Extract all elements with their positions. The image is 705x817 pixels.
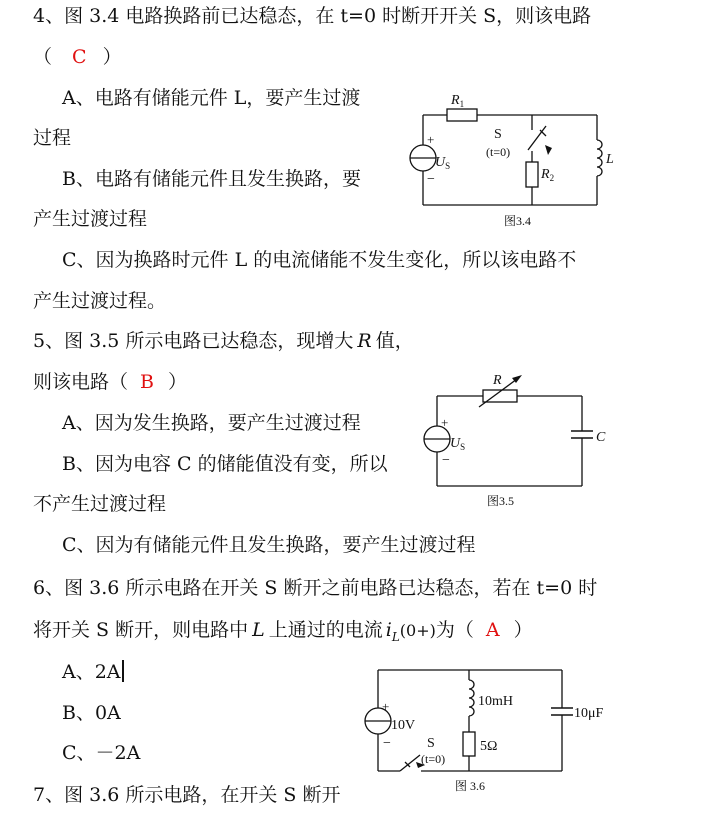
inductor-10mh-label: 10mH <box>478 694 513 709</box>
q6-option-b: B、0A <box>62 702 121 724</box>
us-minus-35: − <box>442 453 450 468</box>
q4-answer: C <box>72 46 87 68</box>
inductor-10mh <box>469 680 474 716</box>
q6-stem: 6、图 3.6 所示电路在开关 S 断开之前电路已达稳态，若在 t=0 时 <box>33 577 598 599</box>
q5-option-b-line2: 不产生过渡过程 <box>33 493 167 515</box>
q5-stem-pre: 5、图 3.5 所示电路已达稳态，现增大 <box>33 330 354 352</box>
inductor-label: L <box>606 152 614 167</box>
us-minus: − <box>427 172 435 187</box>
q4-stem: 4、图 3.4 电路换路前已达稳态，在 t=0 时断开开关 S，则该电路 <box>33 5 592 27</box>
q6-paren-close: ） <box>513 619 533 641</box>
r-label: R <box>493 373 502 388</box>
q5-option-b-line1: B、因为电容 C 的储能值没有变，所以 <box>62 453 388 475</box>
q6-current-i: i <box>385 619 392 641</box>
q6-option-a-text: A、2A <box>62 661 121 683</box>
q6-line2-pre: 将开关 S 断开，则电路中 <box>33 619 249 641</box>
resistor-5ohm-label: 5Ω <box>480 739 498 754</box>
fig36-caption: 图 3.6 <box>455 779 486 793</box>
fig34-caption: 图3.4 <box>504 214 532 228</box>
us-label-35: $U_S$ <box>450 436 466 452</box>
q5-stem-post: 值， <box>375 330 414 352</box>
switch-time-label-36: (t=0) <box>421 752 446 766</box>
q4-option-c-line1: C、因为换路时元件 L 的电流储能不发生变化，所以该电路不 <box>62 249 577 271</box>
q4-paren-close: ） <box>102 46 122 68</box>
q4-option-b-line1: B、电路有储能元件且发生换路，要 <box>62 168 361 190</box>
us-label: $U_S$ <box>435 155 451 171</box>
q4-option-c-line2: 产生过渡过程。 <box>33 290 167 312</box>
q5-line2: 则该电路（ <box>33 371 129 393</box>
q6-current-arg: (0+) <box>399 621 436 640</box>
q4-paren-open: （ <box>33 46 53 68</box>
10v-minus: − <box>383 736 391 751</box>
q6-line2-mid: 上通过的电流 <box>268 619 383 641</box>
q4-option-b-line2: 产生过渡过程 <box>33 208 148 230</box>
q6-option-c: C、－2A <box>62 742 141 764</box>
fig35-caption: 图3.5 <box>487 494 515 508</box>
switch-s-label: S <box>427 736 435 751</box>
q5-answer: B <box>140 371 154 393</box>
r2-label: $R_2$ <box>541 167 555 183</box>
us-plus-35: + <box>441 415 449 430</box>
q7-stem: 7、图 3.6 所示电路，在开关 S 断开 <box>33 784 341 806</box>
switch-time-label: (t=0) <box>486 145 511 159</box>
capacitor-10uf-label: 10μF <box>574 706 604 721</box>
capacitor-label: C <box>596 430 606 445</box>
q5-option-c: C、因为有储能元件且发生换路，要产生过渡过程 <box>62 534 476 556</box>
q6-current-sub: L <box>391 629 400 644</box>
resistor-5ohm <box>463 732 475 756</box>
q5-paren-close: ） <box>167 371 187 393</box>
q6-line2-var: L <box>252 619 265 641</box>
q4-option-a-line2: 过程 <box>33 127 72 149</box>
10v-label: 10V <box>391 718 416 733</box>
r1-label: $R_1$ <box>451 93 465 109</box>
10v-plus: + <box>382 699 390 714</box>
capacitor-10uf <box>551 708 573 715</box>
q5-option-a: A、因为发生换路，要产生过渡过程 <box>62 412 361 434</box>
q6-answer: A <box>485 619 500 641</box>
us-plus: + <box>427 132 435 147</box>
switch-label: S <box>494 127 502 142</box>
q4-option-a-line1: A、电路有储能元件 L，要产生过渡 <box>62 87 361 109</box>
q6-line2-post: 为（ <box>435 619 474 641</box>
q5-stem-var: R <box>357 330 372 352</box>
